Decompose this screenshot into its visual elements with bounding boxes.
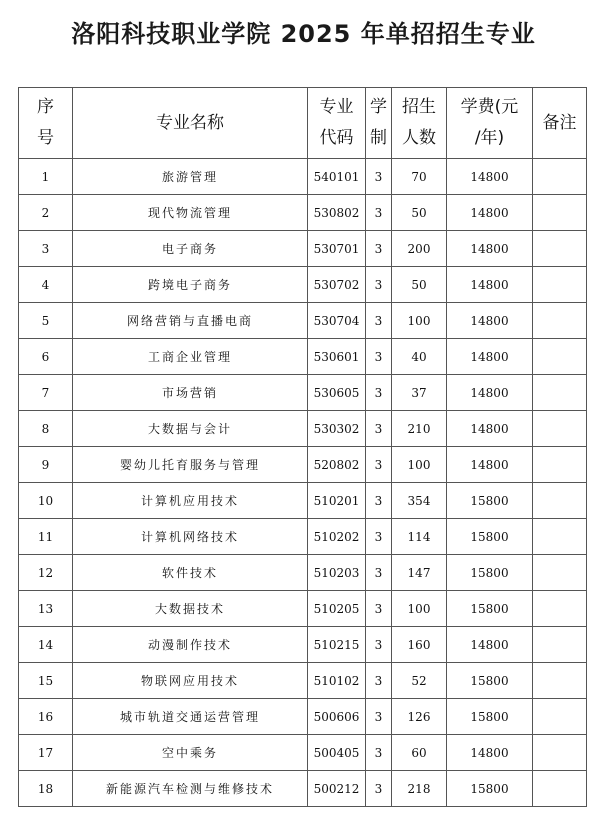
cell-quota: 100 [392,303,447,339]
cell-quota: 210 [392,411,447,447]
cell-fee: 14800 [447,447,533,483]
cell-major-code: 530605 [308,375,366,411]
cell-seq: 5 [19,303,73,339]
cell-major-name: 城市轨道交通运营管理 [73,699,308,735]
table-row [19,483,587,519]
cell-major-code: 500405 [308,735,366,771]
cell-note [533,267,587,303]
header-fee-line2: /年) [474,128,505,148]
header-name: 专业名称 [73,88,308,159]
cell-note [533,591,587,627]
cell-fee: 14800 [447,735,533,771]
cell-quota: 160 [392,627,447,663]
cell-fee: 15800 [447,555,533,591]
cell-note [533,375,587,411]
table-row [19,447,587,483]
cell-fee: 14800 [447,411,533,447]
cell-seq: 2 [19,195,73,231]
cell-major-name: 工商企业管理 [73,339,308,375]
cell-seq: 11 [19,519,73,555]
cell-major-name: 旅游管理 [73,159,308,195]
cell-note [533,447,587,483]
header-quota [392,88,447,159]
cell-note [533,231,587,267]
cell-fee: 15800 [447,519,533,555]
cell-fee: 14800 [447,231,533,267]
cell-fee: 14800 [447,159,533,195]
cell-years: 3 [366,483,392,519]
cell-seq: 18 [19,771,73,807]
cell-quota: 354 [392,483,447,519]
cell-quota: 50 [392,267,447,303]
cell-major-name: 大数据技术 [73,591,308,627]
cell-seq: 15 [19,663,73,699]
cell-note [533,411,587,447]
header-fee-line1: 学费(元 [460,97,519,117]
cell-note [533,159,587,195]
header-seq-line2: 号 [37,128,54,148]
cell-seq: 7 [19,375,73,411]
cell-years: 3 [366,699,392,735]
cell-seq: 4 [19,267,73,303]
cell-fee: 14800 [447,627,533,663]
cell-years: 3 [366,411,392,447]
cell-quota: 70 [392,159,447,195]
cell-fee: 15800 [447,591,533,627]
cell-fee: 14800 [447,375,533,411]
table-row [19,771,587,807]
cell-major-code: 510215 [308,627,366,663]
header-seq [19,88,73,159]
cell-major-code: 530701 [308,231,366,267]
cell-major-name: 大数据与会计 [73,411,308,447]
cell-years: 3 [366,771,392,807]
cell-major-name: 空中乘务 [73,735,308,771]
cell-years: 3 [366,591,392,627]
cell-major-code: 530704 [308,303,366,339]
table-row [19,303,587,339]
cell-quota: 200 [392,231,447,267]
header-note: 备注 [533,88,587,159]
cell-seq: 17 [19,735,73,771]
cell-quota: 100 [392,591,447,627]
cell-fee: 14800 [447,267,533,303]
header-code-line2: 代码 [319,128,354,148]
header-years [366,88,392,159]
cell-major-name: 电子商务 [73,231,308,267]
table-header [19,88,587,159]
table-row [19,195,587,231]
cell-quota: 100 [392,447,447,483]
cell-seq: 9 [19,447,73,483]
cell-major-name: 物联网应用技术 [73,663,308,699]
header-quota-line1: 招生 [402,97,436,117]
cell-seq: 10 [19,483,73,519]
cell-years: 3 [366,303,392,339]
cell-seq: 3 [19,231,73,267]
cell-years: 3 [366,519,392,555]
cell-years: 3 [366,447,392,483]
table-row [19,375,587,411]
table-body [19,159,587,807]
cell-note [533,699,587,735]
cell-major-code: 520802 [308,447,366,483]
table-row [19,231,587,267]
cell-years: 3 [366,159,392,195]
cell-quota: 60 [392,735,447,771]
majors-table [18,87,587,807]
cell-major-code: 530302 [308,411,366,447]
header-quota-line2: 人数 [402,128,436,148]
cell-quota: 126 [392,699,447,735]
cell-seq: 1 [19,159,73,195]
table-row [19,555,587,591]
cell-years: 3 [366,339,392,375]
cell-note [533,771,587,807]
cell-years: 3 [366,195,392,231]
header-years-line1: 学 [370,97,387,117]
cell-major-name: 市场营销 [73,375,308,411]
cell-years: 3 [366,663,392,699]
table-row [19,519,587,555]
cell-major-code: 510205 [308,591,366,627]
cell-fee: 14800 [447,339,533,375]
header-code [308,88,366,159]
header-seq-line1: 序 [37,97,54,117]
cell-years: 3 [366,267,392,303]
cell-seq: 12 [19,555,73,591]
cell-fee: 15800 [447,771,533,807]
cell-seq: 16 [19,699,73,735]
table-row [19,411,587,447]
cell-major-code: 510203 [308,555,366,591]
cell-seq: 14 [19,627,73,663]
cell-major-name: 动漫制作技术 [73,627,308,663]
cell-fee: 15800 [447,663,533,699]
cell-major-name: 婴幼儿托育服务与管理 [73,447,308,483]
cell-seq: 8 [19,411,73,447]
cell-note [533,483,587,519]
cell-fee: 15800 [447,699,533,735]
cell-years: 3 [366,231,392,267]
cell-years: 3 [366,555,392,591]
page-title: 洛阳科技职业学院 2025 年单招招生专业 [71,20,536,48]
cell-note [533,303,587,339]
cell-major-name: 现代物流管理 [73,195,308,231]
header-years-line2: 制 [370,128,387,148]
cell-major-name: 计算机网络技术 [73,519,308,555]
table-row [19,339,587,375]
cell-note [533,195,587,231]
cell-major-name: 计算机应用技术 [73,483,308,519]
table-row [19,591,587,627]
cell-quota: 37 [392,375,447,411]
cell-note [533,663,587,699]
cell-fee: 14800 [447,195,533,231]
table-row [19,735,587,771]
cell-major-code: 510202 [308,519,366,555]
header-fee [447,88,533,159]
cell-quota: 50 [392,195,447,231]
cell-quota: 147 [392,555,447,591]
cell-major-name: 软件技术 [73,555,308,591]
cell-major-code: 530702 [308,267,366,303]
cell-quota: 218 [392,771,447,807]
cell-years: 3 [366,627,392,663]
cell-major-code: 530601 [308,339,366,375]
cell-quota: 40 [392,339,447,375]
cell-seq: 13 [19,591,73,627]
table-row [19,159,587,195]
cell-major-code: 540101 [308,159,366,195]
cell-note [533,555,587,591]
header-code-line1: 专业 [319,97,354,117]
cell-quota: 52 [392,663,447,699]
cell-note [533,735,587,771]
cell-years: 3 [366,735,392,771]
table-row [19,267,587,303]
cell-note [533,627,587,663]
table-row [19,699,587,735]
cell-major-code: 510201 [308,483,366,519]
table-row [19,663,587,699]
cell-major-name: 新能源汽车检测与维修技术 [73,771,308,807]
cell-note [533,339,587,375]
cell-quota: 114 [392,519,447,555]
header-row [19,88,587,159]
cell-major-code: 510102 [308,663,366,699]
cell-major-code: 500212 [308,771,366,807]
cell-fee: 15800 [447,483,533,519]
cell-seq: 6 [19,339,73,375]
cell-note [533,519,587,555]
cell-fee: 14800 [447,303,533,339]
cell-major-code: 530802 [308,195,366,231]
cell-major-name: 网络营销与直播电商 [73,303,308,339]
table-row [19,627,587,663]
cell-major-name: 跨境电子商务 [73,267,308,303]
cell-years: 3 [366,375,392,411]
cell-major-code: 500606 [308,699,366,735]
